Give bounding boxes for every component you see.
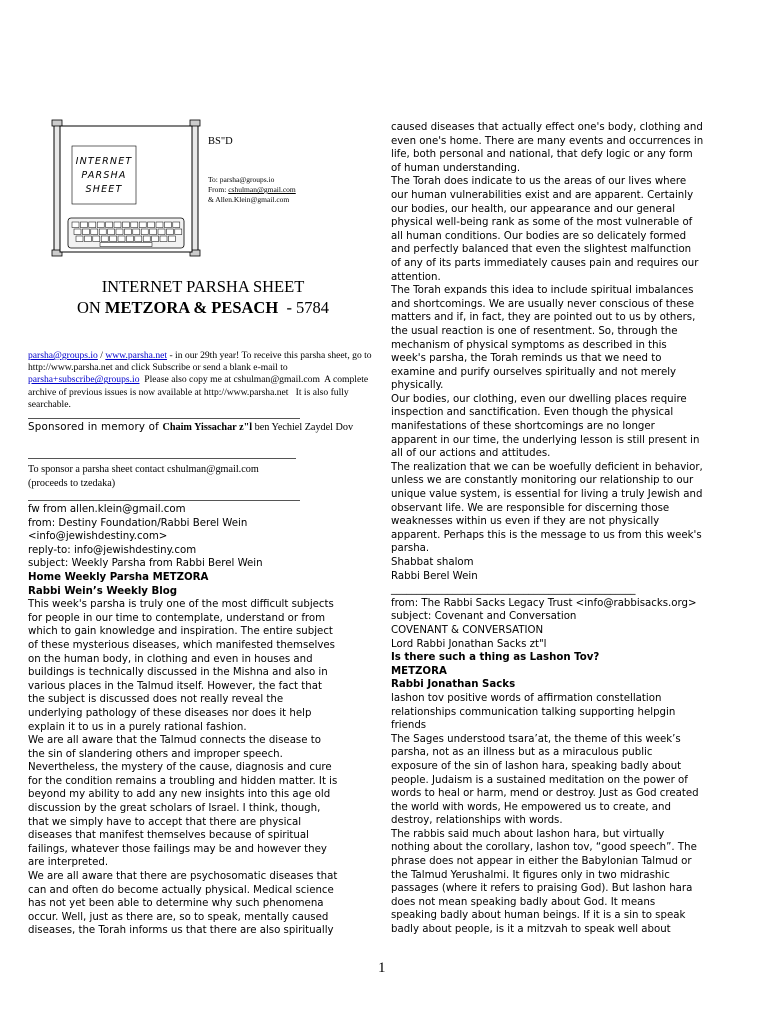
column-paragraph: The realization that we can be woefully deficient in behavior, unless we are constantly monitoring our relationship to our unique value system, is essential for living a truly Jewish and observant life. We are responsible for discerning those weaknesses within us even if they are not physically apparent. Perhaps this is the message to us from this week's parsha. xyxy=(391,461,703,555)
logo-line-3: SHEET xyxy=(85,184,123,195)
keyboard-key xyxy=(148,222,155,228)
keyboard-key xyxy=(72,222,79,228)
sponsor-honoree: Chaim Yissachar z"l xyxy=(162,422,253,433)
keyboard-key xyxy=(152,236,159,242)
column-paragraph: <info@jewishdestiny.com> xyxy=(28,531,168,543)
column-paragraph: subject: Covenant and Conversation xyxy=(391,611,577,623)
header-contact xyxy=(208,136,388,205)
page-number: 1 xyxy=(378,960,386,976)
keyboard-key xyxy=(175,229,182,235)
keyboard-key xyxy=(141,229,148,235)
keyboard-key xyxy=(168,236,175,242)
column-paragraph: from: The Rabbi Sacks Legacy Trust <info@rabbisacks.org> xyxy=(391,597,697,609)
column-paragraph: lashon tov positive words of affirmation constellation relationships communication talking supporting helpgin friends xyxy=(391,692,676,732)
sponsor-tzedaka-line: (proceeds to tzedaka) xyxy=(28,478,116,489)
column-paragraph: Rabbi Jonathan Sacks xyxy=(391,679,516,691)
column-paragraph: This week's parsha is truly one of the most difficult subjects for people in our time to contemplate, understand or from which to gain knowledge and inspiration. The entire subject of these mysterious diseases, which manifested themselves on the human body, in clothing and even in houses and buildings is technically discussed in the Mishna and also in various places in the Talmud itself. However, the fact that the subject is discussed does not really reveal the underlying pathology of these diseases nor does it help explain it to us in a purely rational fashion. xyxy=(28,599,335,733)
cc-line: & Allen.Klein@gmail.com xyxy=(208,195,290,204)
sponsor-contact xyxy=(28,463,380,491)
column-paragraph: reply-to: info@jewishdestiny.com xyxy=(28,544,197,556)
keyboard-key xyxy=(114,222,121,228)
internet-parsha-sheet-logo xyxy=(50,118,202,260)
logo-line-2: PARSHA xyxy=(81,170,127,181)
column-paragraph: Our bodies, our clothing, even our dwelling places require inspection and sanctification. Even though the physical manifestations of these shortcomings are no longer apparent in our time, the underlying lesson is still present in all of our actions and attitudes. xyxy=(391,393,700,460)
from-email-link[interactable]: cshulman@gmail.com xyxy=(228,185,296,194)
column-paragraph: We are all aware that the Talmud connects the disease to the sin of slandering others and improper speech. Nevertheless, the mystery of the cause, diagnosis and cure for the condition remains a troubling and hidden matter. It is beyond my ability to add any new insights into this age old discussion by the great scholars of Israel. I think, though, that we simply have to accept that there are physical diseases that manifest themselves because of spiritual failings, whatever those failings may be and however they are interpreted. xyxy=(28,735,338,869)
column-paragraph: ________________________________________________ xyxy=(391,584,636,596)
keyboard-key xyxy=(82,229,89,235)
column-paragraph: We are all aware that there are psychosomatic diseases that can and often do become actually physical. Medical science has not yet been able to determine why such phenomena occur. Well, just as there are, so to speak, mentally caused diseases, the Torah informs us that there are also spiritually xyxy=(28,871,338,937)
column-paragraph: The rabbis said much about lashon hara, but virtually nothing about the corollary, lashon tov, “good speech”. The phrase does not appear in either the Babylonian Talmud or the Talmud Yerushalmi. It figures only in two midrashic passages (where it refers to praising God). But lashon hara does not mean speaking badly about God. It means speaking badly about human beings. If it is a sin to speak badly about people, is it a mitzvah to speak well about xyxy=(391,828,697,936)
page-title xyxy=(28,276,378,318)
keyboard-key xyxy=(160,236,167,242)
keyboard-key xyxy=(122,222,129,228)
keyboard-key xyxy=(156,222,163,228)
title-line-2: ON METZORA & PESACH - 5784 xyxy=(76,298,330,317)
logo-line-1: INTERNET xyxy=(75,156,133,167)
column-paragraph: COVENANT & CONVERSATION xyxy=(391,624,544,636)
sponsor-contact-line: To sponsor a parsha sheet contact cshulman@gmail.com xyxy=(28,464,259,475)
keyboard-key xyxy=(97,222,104,228)
keyboard-key xyxy=(126,236,133,242)
keyboard-key xyxy=(118,236,125,242)
divider xyxy=(28,418,300,419)
column-paragraph: Shabbat shalom xyxy=(391,557,474,568)
subscribe-link[interactable]: parsha+subscribe@groups.io xyxy=(28,374,140,386)
title-line-1: INTERNET PARSHA SHEET xyxy=(101,277,305,296)
keyboard-key xyxy=(135,236,142,242)
column-paragraph: The Torah does indicate to us the areas of our lives where our human vulnerabilities exist and are apparent. Certainly our bodies, our health, our appearance and our general physical well-being rank as some of the most vulnerable of all human conditions. Our bodies are so delicately formed and perfectly balanced that even the slightest malfunction of any of its parts immediately causes pain and requires our attention. xyxy=(391,176,699,283)
keyboard-key xyxy=(76,236,83,242)
bsd-mark: BS"D xyxy=(208,136,233,147)
column-paragraph: Home Weekly Parsha METZORA xyxy=(28,571,209,583)
keyboard-key xyxy=(124,229,131,235)
keyboard-key xyxy=(131,222,138,228)
column-paragraph: subject: Weekly Parsha from Rabbi Berel Wein xyxy=(28,558,263,570)
column-paragraph: Is there such a thing as Lashon Tov? xyxy=(391,652,600,664)
keyboard-key xyxy=(108,229,115,235)
keyboard-key xyxy=(116,229,123,235)
from-line: From: cshulman@gmail.com xyxy=(208,185,296,194)
keyboard-key xyxy=(74,229,81,235)
scroll-rod-right xyxy=(192,124,198,252)
keyboard-key xyxy=(93,236,100,242)
sponsorship-dedication: Sponsored in memory of Chaim Yissachar z"l ben Yechiel Zaydel Dov xyxy=(28,421,354,433)
keyboard-key xyxy=(133,229,140,235)
column-paragraph: from: Destiny Foundation/Rabbi Berel Wein xyxy=(28,517,248,529)
title-parsha: METZORA & PESACH xyxy=(104,298,279,317)
keyboard-key xyxy=(164,222,171,228)
keyboard-key xyxy=(84,236,91,242)
keyboard-key xyxy=(173,222,180,228)
column-paragraph: The Torah expands this idea to include spiritual imbalances and shortcomings. We are usually never conscious of these matters and if, in fact, they are pointed out to us by others, the usual reaction is one of resentment. So, through the mechanism of physical symptoms as described in this week's parsha, the Torah reminds us that we need to examine and purify ourselves spiritually and not merely physically. xyxy=(391,285,696,392)
divider xyxy=(28,458,296,459)
groups-link[interactable]: parsha@groups.io xyxy=(28,350,98,361)
column-paragraph: METZORA xyxy=(391,665,447,677)
keyboard-spacebar xyxy=(100,243,152,247)
to-line: To: parsha@groups.io xyxy=(208,175,275,184)
keyboard-key xyxy=(139,222,146,228)
keyboard-key xyxy=(110,236,117,242)
column-paragraph: Rabbi Wein’s Weekly Blog xyxy=(28,585,178,597)
keyboard-key xyxy=(89,222,96,228)
left-column xyxy=(28,503,382,938)
keyboard-key xyxy=(150,229,157,235)
keyboard-key xyxy=(143,236,150,242)
keyboard-icon xyxy=(68,218,184,248)
website-link[interactable]: www.parsha.net xyxy=(105,350,168,361)
column-paragraph: The Sages understood tsara’at, the theme of this week’s parsha, not as an illness but as a miraculous public exposure of the sin of lashon hara, speaking badly about people. Judaism is a sustained meditation on the power of words to heal or harm, mend or destroy. Just as God created the world with words, He empowered us to create, and destroy, relationships with words. xyxy=(391,733,699,827)
keyboard-key xyxy=(99,229,106,235)
column-paragraph: Lord Rabbi Jonathan Sacks zt"l xyxy=(391,638,547,650)
keyboard-key xyxy=(91,229,98,235)
keyboard-key xyxy=(80,222,87,228)
right-column xyxy=(391,121,747,937)
column-paragraph: fw from allen.klein@gmail.com xyxy=(28,504,186,515)
keyboard-key xyxy=(101,236,108,242)
scroll-rod-left xyxy=(54,124,60,252)
intro-paragraph: parsha@groups.io / www.parsha.net - in our 29th year! To receive this parsha sheet, go to http://www.parsha.net and click Subscribe or send a blank e-mail to parsha+subscribe@groups.io Please also copy me at cshulman@gmail.com A complete archive of previous issues is now available at http://www.parsha.net It is also fully searchable. xyxy=(28,350,372,410)
keyboard-key xyxy=(166,229,173,235)
column-paragraph: caused diseases that actually effect one's body, clothing and even one's home. There are many events and occurrences in life, both personal and national, that defy logic or any form of human understanding. xyxy=(391,122,704,174)
keyboard-key xyxy=(106,222,113,228)
keyboard-key xyxy=(158,229,165,235)
column-paragraph: Rabbi Berel Wein xyxy=(391,570,478,582)
divider xyxy=(28,500,300,501)
